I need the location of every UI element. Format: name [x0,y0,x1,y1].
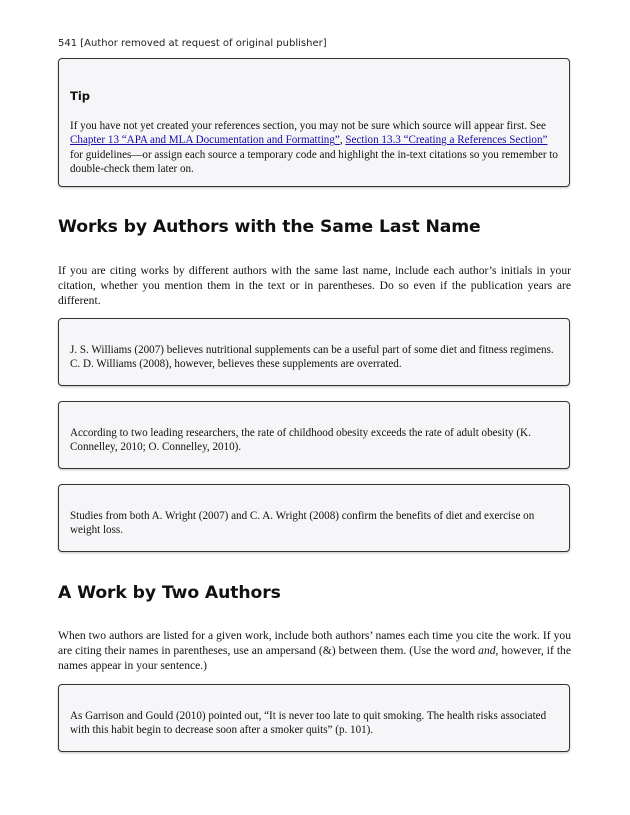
example-text: J. S. Williams (2007) believes nutritional supplements can be a useful part of some diet and fitness regimens. C. D. Williams (2008), however, believes these supplements are overrated. [70,344,554,371]
section-13-3-link[interactable]: Section 13.3 “Creating a References Section” [345,134,548,147]
tip-text-after: for guidelines—or assign each source a temporary code and highlight the in-text citations so you remember to double-check them later on. [70,148,558,175]
tip-title: Tip [70,89,91,103]
example-text: According to two leading researchers, the rate of childhood obesity exceeds the rate of adult obesity (K. Connelley, 2010; O. Connelley, 2010). [70,427,531,454]
section-heading-two-authors: A Work by Two Authors [58,583,281,603]
example-box [58,401,570,469]
two-authors-paragraph-end: , however, if the names appear in your sentence.) [58,643,571,672]
running-header: 541 [Author removed at request of original publisher] [58,38,327,49]
example-text: As Garrison and Gould (2010) pointed out, “It is never too late to quit smoking. The health risks associated with this habit begin to decrease soon after a smoker quits” (p. 101). [70,710,547,737]
same-last-name-paragraph: If you are citing works by different authors with the same last name, include each author’s initials in your citation, whether you mention them in the text or in parentheses. Do so even if the publication years are different. [58,264,571,307]
tip-link-separator: , [339,134,346,147]
tip-box [58,58,570,187]
example-box [58,318,570,386]
example-box [58,684,570,752]
tip-text-before: If you have not yet created your references section, you may not be sure which source will appear first. See [70,120,546,133]
two-authors-paragraph [58,629,571,674]
section-heading-same-last-name: Works by Authors with the Same Last Name [58,217,481,237]
tip-text [70,119,558,176]
two-authors-paragraph-start: When two authors are listed for a given work, include both authors’ names each time you cite the work. If you are citing their names in parentheses, use an ampersand (&) between them. (Use the word [58,629,571,657]
example-box [58,484,570,552]
two-authors-paragraph-italic: and [478,643,496,657]
example-text: Studies from both A. Wright (2007) and C. A. Wright (2008) confirm the benefits of diet and exercise on weight loss. [70,510,535,537]
chapter-13-link[interactable]: Chapter 13 “APA and MLA Documentation and Formatting” [70,134,340,147]
